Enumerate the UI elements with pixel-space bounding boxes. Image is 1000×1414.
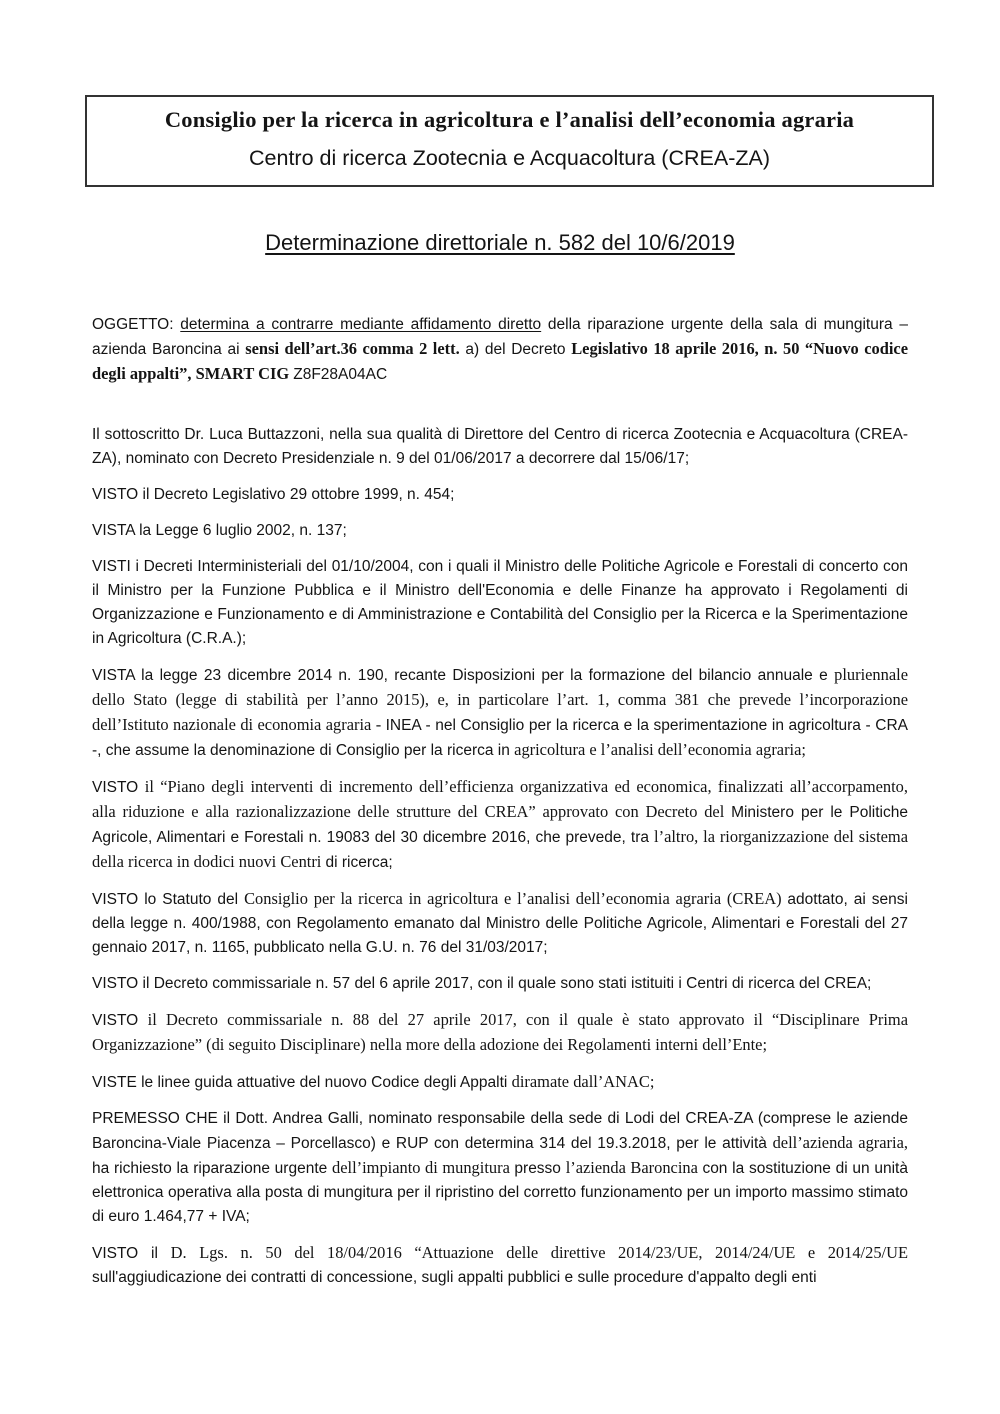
- text-run: diramate dall’ANAC;: [511, 1072, 655, 1091]
- text-run: VISTO: [92, 1012, 148, 1029]
- text-run: pluriennale dello Stato (legge di stabilità per l’anno 2015), e, in particolare l’art. 1, comma 381 che prevede l’incorporazione dell’Istituto nazionale di economia agraria -: [92, 665, 908, 734]
- text-run: Consiglio per la ricerca in agricoltura e l’analisi dell’economia agraria (CREA): [244, 889, 788, 908]
- paragraph-visto-piano: [92, 775, 908, 875]
- text-run: con la sostituzione di un unità elettronica operativa alla posta di mungitura per il ripristino del corretto funzionamento per un importo massimo stimato di euro 1.464,77 + IVA;: [92, 1160, 908, 1225]
- header-box: [85, 95, 934, 187]
- text-run: dell’impianto di mungitura: [332, 1158, 515, 1177]
- text-run: VISTA la legge 23 dicembre 2014 n. 190, recante Disposizioni per la formazione del bilancio annuale e: [92, 667, 835, 684]
- text-run: VISTO il: [92, 1245, 171, 1262]
- paragraph-visti-decreti-2004: [92, 555, 908, 651]
- text-run: il Decreto commissariale n. 88 del 27 aprile 2017, con il quale è stato approvato il “Disciplinare Prima Organizzazione” (di seguito Disciplinare) nella more della adozione dei Regolamenti interni dell’Ente;: [92, 1010, 908, 1054]
- text-run: Ministero per le Politiche Agricole, Alimentari e Forestali n. 19083 del 30 dicembre 2016, che prevede, tra: [92, 804, 908, 846]
- text-run: adottato, ai sensi della legge n. 400/1988, con Regolamento emanato dal Ministro delle Politiche Agricole, Alimentari e Forestali del 27 gennaio 2017, n. 1165, pubblicato nella G.U. n. 76 del 31/03/2017;: [92, 891, 908, 956]
- text-run: determina a contrarre mediante affidamento diretto: [180, 316, 542, 333]
- paragraph-viste-linee-guida: [92, 1070, 908, 1095]
- document-title: [0, 229, 1000, 257]
- text-run: PREMESSO CHE il Dott. Andrea Galli, nominato responsabile della sede di Lodi del CREA-ZA (comprese le aziende Baroncina-Viale Piacenza – Porcellasco) e RUP con determina 314 del 19.3.2018, per le attività: [92, 1110, 908, 1152]
- text-run: sull'aggiudicazione dei contratti di concessione, sugli appalti pubblici e sulle procedure d'appalto degli enti: [92, 1269, 817, 1286]
- text-run: VISTO lo Statuto del: [92, 891, 245, 908]
- document-body: [92, 313, 908, 1290]
- text-run: VISTO: [92, 779, 145, 796]
- paragraph-vista-legge-2014: [92, 663, 908, 763]
- document-title-text: Determinazione direttoriale n. 582 del 10/6/2019: [265, 230, 735, 255]
- text-run: VISTO il Decreto Legislativo 29 ottobre 1999, n. 454;: [92, 486, 455, 503]
- text-run: VISTA la Legge 6 luglio 2002, n. 137;: [92, 522, 347, 539]
- text-run: l’altro, la riorganizzazione del sistema della ricerca in dodici nuovi Centri: [92, 827, 908, 871]
- text-run: VISTO il Decreto commissariale n. 57 del 6 aprile 2017, con il quale sono stati istituiti i Centri di ricerca del CREA;: [92, 975, 872, 992]
- paragraph-premessa-sottoscritto: [92, 423, 908, 471]
- paragraph-premesso-che: [92, 1107, 908, 1229]
- text-run: dell’azienda agraria,: [772, 1133, 908, 1152]
- text-run: della riparazione urgente della sala di mungitura – azienda Baroncina ai: [92, 316, 908, 358]
- paragraph-visto-dlgs-1999: [92, 483, 908, 507]
- paragraph-visto-statuto: [92, 887, 908, 960]
- text-run: Il sottoscritto Dr. Luca Buttazzoni, nella sua qualità di Direttore del Centro di ricerca Zootecnia e Acquacoltura (CREA-ZA), nominato con Decreto Presidenziale n. 9 del 01/06/2017 a decorrere dal 15/06/17;: [92, 426, 908, 467]
- text-run: INEA - nel Consiglio per la ricerca e la sperimentazione in agricoltura - CRA -, che assume la denominazione di Consiglio per la ricerca in: [92, 717, 908, 759]
- text-run: VISTE le linee guida attuative del nuovo Codice degli Appalti: [92, 1074, 512, 1091]
- text-run: sensi dell’art.36 comma 2 lett.: [245, 339, 460, 358]
- text-run: Z8F28A04AC: [293, 366, 388, 383]
- text-run: ha richiesto la riparazione urgente: [92, 1160, 333, 1177]
- paragraph-oggetto: [92, 313, 908, 387]
- text-run: a) del Decreto: [459, 341, 572, 358]
- paragraph-vista-legge-2002: [92, 519, 908, 543]
- header-center-name: Centro di ricerca Zootecnia e Acquacoltura (CREA-ZA): [249, 146, 770, 170]
- text-run: agricoltura e l’analisi dell’economia agraria;: [514, 740, 806, 759]
- text-run: di ricerca;: [325, 854, 393, 871]
- text-run: D. Lgs. n. 50 del 18/04/2016 “Attuazione delle direttive 2014/23/UE, 2014/24/UE e 2014/25/UE: [170, 1243, 908, 1262]
- text-run: presso: [514, 1160, 566, 1177]
- text-run: Legislativo 18 aprile 2016, n. 50 “Nuovo codice degli appalti”, SMART CIG: [92, 339, 909, 383]
- paragraph-visto-decreto-88: [92, 1008, 908, 1058]
- text-run: l’azienda Baroncina: [565, 1158, 703, 1177]
- paragraph-visto-dlgs-50: [92, 1241, 908, 1290]
- text-run: il “Piano degli interventi di incremento dell’efficienza organizzativa ed economica, finalizzati all’accorpamento, alla riduzione e alla razionalizzazione delle strutture del CREA” approvato con Decreto del: [92, 777, 908, 821]
- header-org-name: Consiglio per la ricerca in agricoltura e l’analisi dell’economia agraria: [164, 107, 855, 132]
- paragraph-visto-decreto-57: [92, 972, 908, 996]
- text-run: VISTI i Decreti Interministeriali del 01/10/2004, con i quali il Ministro delle Politiche Agricole e Forestali di concerto con il Ministro per la Funzione Pubblica e il Ministro dell'Economia e delle Finanze ha approvato i Regolamenti di Organizzazione e Funzionamento e di Amministrazione e Contabilità del Consiglio per la Ricerca e la Sperimentazione in Agricoltura (C.R.A.);: [92, 558, 908, 647]
- text-run: OGGETTO:: [92, 316, 181, 333]
